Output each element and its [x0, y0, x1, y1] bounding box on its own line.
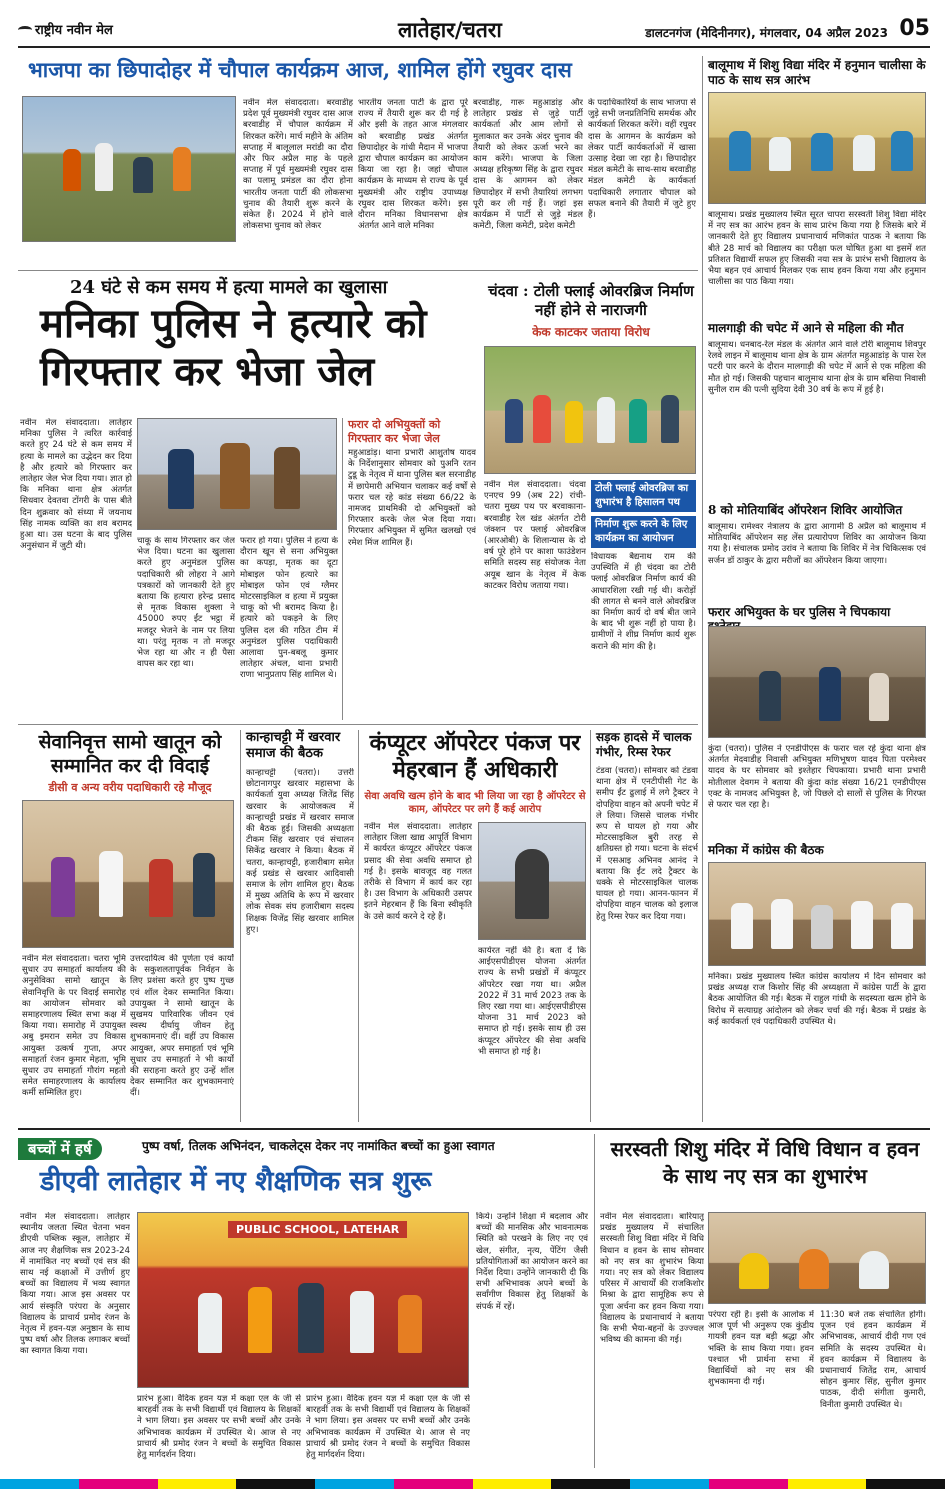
sidebar-s4-text: कुंदा (चतरा)। पुलिस ने एनडीपीएस के फरार चल रहे कुंदा थाना क्षेत्र अंतर्गत मेदवाडीह निवासी अभियुक्त मणिभूषण यादव पिता परमेश्वर यादव के घर सोमवार को इश्तेहार चिपकाया। प्रभारी थाना प्रभारी मोतीलाल देवगम ने बताया की कुंदा कांड संख्या 16/21 एनडीपीएस एक्ट के नामजद अभियुक्त है, जो पिछले दो सालों से पुलिस के गिरफ्त से फरार चल रहा है। — [708, 744, 926, 811]
divider — [240, 730, 241, 1122]
divider — [342, 418, 343, 720]
photo-banner: PUBLIC SCHOOL, LATEHAR — [228, 1221, 407, 1238]
story1-col2: भारतीय जनता पार्टी के द्वारा पूरे राज्य में तैयारी शुरू कर दी गई है और इसी के तहत आज मंगलवार को बरवाडीह प्रखंड अंतर्गत छिपादोहर के गांधी मैदान में भाजपा द्वारा चौपाल कार्यक्रम का आयोजन किया जा रहा है। जहां चौपाल कार्यक्रम के माध्यम से राज्य के पूर्व मुख्यमंत्री और राष्ट्रीय उपाध्यक्ष रघुवर दास शिरकत करेंगे। इस दौरान मनिका विधानसभा क्षेत्र अंतर्गत आने वाले मनिका — [358, 98, 468, 232]
story2-headline: मनिका पुलिस ने हत्यारे को गिरफ्तार कर भेजा जेल — [40, 300, 427, 395]
story3-headline: चंदवा : टोली फ्लाई ओवरब्रिज निर्माण नहीं होने से नाराजगी — [488, 282, 694, 319]
sidebar-s3-text: बालूमाथ। रामेश्वर नेत्रालय के द्वारा आगामी 8 अप्रैल को बालूमाथ में मोतियाबिंद ऑपरेशन सह लेंस प्रत्यारोपण शिविर का आयोजन किया गया है। संचालक प्रमोद उरांव ने बताया कि शिविर में नेत्र चिकित्सक एवं सर्जन डॉ ठाकुर के द्वारा मरीजों का ऑपरेशन किया जाएगा। — [708, 522, 926, 566]
divider — [18, 270, 698, 271]
story4-col2: उत्तरदायित्व की पूर्णता एवं कार्यों के सकुशलतापूर्वक निर्वहन के लिए प्रशंसा करते हुए पुष्प गुच्छ एवं शॉल देकर सम्मानित किया। उपायुक्त ने सामो खातून के सुखमय पारिवारिक जीवन एवं स्वस्थ दीर्घायु जीवन हेतु शुभकामनाएं दीं। वहीं उप विकास आयुक्त, अपर समाहर्ता एवं भूमि सुधार उप समाहर्ता ने भी कार्यों की सराहना करते हुए उन्हें शॉल देकर सम्मानित कर शुभकामनाएं दीं। — [130, 954, 234, 1099]
section-name: लातेहार/चतरा — [398, 17, 502, 42]
brand-name: राष्ट्रीय नवीन मेल — [35, 23, 113, 38]
story6-col1: नवीन मेल संवाददाता। लातेहार लातेहार जिला खाद्य आपूर्ति विभाग में कार्यरत कंप्यूटर ऑपरेटर पंकज प्रसाद की सेवा अवधि समाप्त हो गई है। इसके बावजूद वह गलत तरीके से विभाग में कार्य कर रहा है। उस विभाग के अधिकारी उसपर इतने मेहरबान हैं कि बिना स्वीकृति के उसे कार्य करने दे रहे हैं। — [364, 822, 472, 922]
story3-col1: नवीन मेल संवाददाता। चंदवा एनएच 99 (अब 22) रांची-चतरा मुख्य पथ पर बरवाकाना-बरवाडीह रेल खंड अंतर्गत टोरी जंक्शन पर फ्लाई ओवरब्रिज (आरओबी) के शिलान्यास के दो वर्ष पूरे होने पर काशा फाउंडेशन समिति सदस्य सह संयोजक नेता अयूब खान के नेतृत्व में केक काटकर विरोध जताया गया। — [484, 480, 586, 591]
story3-photo — [484, 346, 696, 474]
bottom-pill: बच्चों में हर्ष — [18, 1138, 102, 1160]
story2-col1: नवीन मेल संवाददाता। लातेहार मनिका पुलिस ने त्वरित कार्रवाई करते हुए 24 घंटे से कम समय में हत्या के मामले का उद्भेदन कर दिया है और हत्यारे को गिरफ्तार कर लातेहार जेल भेज दिया गया। ज्ञात हो कि मनिका थाना क्षेत्र अंतर्गत सिधवार देवतवा टोंगरी के पास बीते दिन शुक्रवार को संध्या में जयनाथ सिंह नामक व्यक्ति का शव बरामद हुआ था। उस घटना के बाद पुलिस अनुसंधान में जुटी थी। — [20, 418, 132, 552]
story2-sub-text: महुआडांड़। थाना प्रभारी आशुतोष यादव के निर्देशानुसार सोमवार को पुअनि रतन टुडू के नेतृत्व में थाना पुलिस बल सरनाडीह में छापेमारी अभियान चलाकर कई वर्षों से फरार चल रहे कांड संख्या 66/22 के नामजद प्राथमिकी दो अभियुक्तों को गिरफ्तार करके जेल भेज दिया गया। गिरफ्तार अभियुक्त में सुमित खलखो एवं रमेश मिंज शामिल हैं। — [348, 448, 476, 548]
bottom-right-col3: 11:30 बजे तक संचालित होगी। पूजन एवं हवन कार्यक्रम में अभिभावक, आचार्य दीदी गण एवं समिति के सदस्य उपस्थित थे। हवन कार्यक्रम में विद्यालय के प्रधानाचार्य जितेंद्र राम, आचार्य सोहन कुमार सिंह, सुनील कुमार पाठक, दीदी संगीता कुमारी, विनीता कुमारी उपस्थित थे। — [820, 1310, 926, 1410]
story7-headline: सड़क हादसे में चालक गंभीर, रिम्स रेफर — [596, 730, 692, 759]
story1-col3: बरवाडीह, गारू महुआडांड़ और लातेहार प्रखंड से जुड़े पार्टी कार्यकर्ता और आम लोगों से मुलाकात कर उनके अंदर चुनाव की तैयारी को लेकर ऊर्जा भरने का काम करेंगे। भाजपा के जिला अध्यक्ष हरिकृष्ण सिंह के द्वारा रघुवर दास के आगमन को लेकर छिपादोहर में सभी तैयारियां लगभग पूरी कर ली गई हैं। जहां इस कार्यक्रम में पार्टी से जुड़े मंडल कमेटी, जिला कमेटी, प्रदेश कमेटी — [473, 98, 583, 232]
story4-sub: डीसी व अन्य वरीय पदाधिकारी रहे मौजूद — [48, 781, 212, 794]
page-number: 05 — [899, 16, 930, 41]
story2-col3: फरार हो गया। पुलिस ने हत्या के दौरान खून से सना अभियुक्त का कपड़ा, मृतक का दूटा मोबाइल फोन हत्यारे का मोबाइल फोन एवं ग्लैमर मोटरसाइकिल व हत्या में प्रयुक्त चाकू को भी बरामद किया है। हत्यारे को पकड़ने के लिए पुलिस दल की गठित टीम में अनुमंडल पुलिस पदाधिकारी आलावा पुन-बबलू कुमार लातेहार अंचल, थाना प्रभारी राणा भानुप्रताप सिंह शामिल थे। — [240, 536, 338, 681]
bottom-photo — [137, 1212, 469, 1388]
sidebar-s1-headline: बालूमाथ में शिशु विद्या मंदिर में हनुमान चालीसा के पाठ के साथ सत्र आरंभ — [708, 58, 926, 87]
sidebar-s4-headline: फरार अभियुक्त के घर पुलिस ने चिपकाया — [708, 605, 891, 619]
divider — [594, 1134, 595, 1468]
sidebar-s1-text: बालूमाथ। प्रखंड मुख्यालय स्थित सूरत चापरा सरस्वती शिशु विद्या मंदिर में नए सत्र का आरंभ हवन के साथ प्रारंभ किया गया है जिसके बारे में जानकारी देते हुए विद्यालय प्रधानाचार्य मणिकांत पाठक ने बताया कि बीते 28 मार्च को विद्यालय का परीक्षा फल घोषित हुआ था इसमें शत प्रतिशत विद्यार्थी सफल हुए जिसकी नया सत्र के प्रारंभ सभी विद्यालय के भैया बहन एवं आचार्य मिलकर एक साथ हवन किया गया और हनुमान चालीसा का पाठ किया गया। — [708, 210, 926, 288]
story6-photo — [478, 822, 586, 940]
story1-col4: के पदाधिकारियों के साथ भाजपा से जुड़े सभी जनप्रतिनिधि समर्थक और कार्यकर्ता शिरकत करेंगे। वहीं रघुवर दास के आगमन के कार्यक्रम को लेकर पार्टी कार्यकर्ताओं में खासा उत्साह देखा जा रहा है। छिपादोहर मंडल कमेटी के साथ-साथ बरवाडीह मंडल कमेटी के कार्यकर्ता पदाधिकारी लगातार चौपाल को सफल बनाने की तैयारी में जुटे हुए हैं। — [588, 98, 696, 221]
sidebar-s3-headline: 8 को मोतियाबिंद ऑपरेशन शिविर आयोजित — [708, 503, 903, 517]
story4-col1: नवीन मेल संवाददाता। चतरा भूमि सुधार उप समाहर्ता कार्यालय की अनुसेविका सामो खातून के सेवानिवृत्ति के पर विदाई समारोह का आयोजन सोमवार को समाहरणालय स्थित सभा कक्ष में किया गया। समारोह में उपायुक्त अबु इमरान समेत उप विकास आयुक्त उत्कर्ष गुप्ता, अपर समाहर्ता रंजन कुमार मेहता, भूमि सुधार उप समाहर्ता गौरांग महतो समेत समाहरणालय के कार्यालय कर्मी सम्मिलित हुए। — [22, 954, 126, 1099]
story2-kicker: 24 घंटे से कम समय में हत्या मामले का खुलासा — [70, 277, 388, 298]
story4-headline: सेवानिवृत्त सामो खातून को सम्मानित कर दी विदाई — [38, 731, 222, 777]
bottom-col1: नवीन मेल संवाददाता। लातेहार स्थानीय जलता स्थित चेतना भवन डीएवी पब्लिक स्कूल, लातेहार में आज नए शैक्षणिक सत्र 2023-24 में नामांकित नए बच्चों एवं सत्र की साथ नई कक्षाओं में उत्तीर्ण हुए बच्चों का विद्यालय में भव्य स्वागत किया गया। आज इस अवसर पर आर्य संस्कृति परंपरा के अनुसार विद्यालय के प्राचार्य प्रमोद रंजन के नेतृत्व में हवन-यज्ञ अनुष्ठान के साथ पुष्प वर्षा और तिलक लगाकर बच्चों का स्वागत किया गया। — [20, 1212, 130, 1357]
divider — [18, 1128, 930, 1130]
sidebar-s4-photo — [708, 626, 926, 738]
bottom-col2: प्रारंभ हुआ। वैदिक हवन यज्ञ में कक्षा एल के जी से बारहवीं तक के सभी विद्यार्थी एवं विद्यालय के शिक्षकों ने भाग लिया। इस अवसर पर सभी बच्चों और उनके अभिभावक कार्यक्रम में उपस्थित थे। आज से नए प्राचार्य श्री प्रमोद रंजन ने बच्चों के समुचित विकास हेतु मार्गदर्शन दिया। — [137, 1394, 301, 1461]
sidebar-s1-photo — [708, 92, 926, 204]
sidebar-s2-text: बालूमाथ। धनबाद-रेल मंडल के अंतर्गत आने वाले टोरी बालूमाथ शिवपुर रेलवे लाइन में बालूमाथ थाना क्षेत्र के ग्राम अंतर्गत महुआडांड़ के पास रेल पटरी पार करने के दौरान मालगाड़ी की चपेट में आने से एक महिला की मौत हो गई। जिसकी पहचान बालूमाथ थाना क्षेत्र के ग्राम बसिया निवासी सुनील राम की पत्नी सुदिया देवी 30 वर्ष के रूप में हुई है। — [708, 340, 926, 395]
story3-box2: निर्माण शुरू करने के लिए कार्यक्रम का आयोजन — [591, 516, 696, 548]
bottom-headline: डीएवी लातेहार में नए शैक्षणिक सत्र शुरू — [40, 1166, 432, 1197]
story1-col1: नवीन मेल संवाददाता। बरवाडीह प्रदेश पूर्व मुख्यमंत्री रघुवर दास आज बरवाडीह में चौपाल कार्यक्रम में शिरकत करेंगे। मार्च महीने के अंतिम सप्ताह में बालूलाल मरांडी का दौरा और फिर अप्रैल माह के पहले सप्ताह में पूर्व मुख्यमंत्री रघुवर दास का पलामू प्रमंडल का दौरा होना भारतीय जनता पार्टी की लोकसभा चुनाव की तैयारी शुरू करने के संकेत हैं। 2024 में होने वाले लोकसभा चुनाव को लेकर — [243, 98, 353, 232]
bird-icon — [18, 26, 32, 34]
story6-col2: कार्यरत नहीं की है। बता दें कि आईएसपीडीएस योजना अंतर्गत राज्य के सभी प्रखंडों में कंप्यूटर ऑपरेटर रखा गया था। अप्रैल 2022 में 31 मार्च 2023 तक के लिए रखा गया था। आईएसपीडीएस योजना 31 मार्च 2023 को समाप्त हो गई। इसके साथ ही उस कंप्यूटर ऑपरेटर की सेवा अवधि भी समाप्त हो गई है। — [478, 946, 586, 1057]
bottom-right-col1: नवीन मेल संवाददाता। बारियातू प्रखंड मुख्यालय में संचालित सरस्वती शिशु विद्या मंदिर में विधि विधान व हवन के साथ सोमवार को नए सत्र का शुभारंभ किया गया। नए सत्र को लेकर विद्यालय परिसर में आचार्यों की राजकिशोर मिश्रा के द्वारा सामूहिक रूप से पूजा अर्चना कर हवन किया गया। विद्यालय के प्रधानाचार्य ने बताया कि सभी भैया-बहनों के उज्ज्वल भविष्य की कामना की गई। — [600, 1212, 704, 1346]
story6-headline: कंप्यूटर ऑपरेटर पंकज पर मेहरबान हैं अधिकारी — [369, 730, 581, 783]
story5-text: कान्हाचट्टी (चतरा)। उत्तरी छोटानागपुर खरवार महासभा के कार्यकर्ता युवा अध्यक्ष जितेंद्र सिंह खरवार के आयोजकत्व में कान्हाचट्टी प्रखंड में खरवार समाज की बैठक हुई। जिसकी अध्यक्षता टीकम सिंह खरवार एवं संचालन सिकेंद्र खरवार ने किया। बैठक में चतरा, कान्हाचट्टी, हजारीबाग समेत कई प्रखंड से खरवार आदिवासी समाज के लोग शामिल हुए। बैठक में मुख्य अतिथि के रूप में खरवार लोक सेवक संघ हजारीबाग सदस्य शिक्षक विजेंद्र सिंह खरवार शामिल हुए। — [246, 768, 354, 935]
sidebar-s5-photo — [708, 862, 926, 966]
story6-sub: सेवा अवधि खत्म होने के बाद भी लिया जा रहा है ऑपरेटर से काम, ऑपरेटर पर लगे हैं कई आरोप — [364, 791, 586, 815]
divider — [702, 56, 703, 1122]
story5-headline: कान्हाचट्टी में खरवार समाज की बैठक — [246, 730, 341, 761]
story1-photo — [22, 96, 236, 242]
story4-photo — [22, 800, 234, 948]
masthead — [18, 14, 930, 48]
story3-col2: विधायक बैद्यनाथ राम की उपस्थिति में ही चंदवा का टोरी फ्लाई ओवरब्रिज निर्माण कार्य की आधारशिला रखी गई थी। करोड़ों की लागत से बनने वाले ओवरब्रिज का निर्माण कार्य दो वर्ष बीत जाने के बाद भी शुरू नहीं हो पाया है। ग्रामीणों ने शीघ्र निर्माण कार्य शुरू कराने की मांग की है। — [591, 552, 696, 652]
bottom-strip — [18, 1138, 598, 1160]
dateline: डालटनगंज (मेदिनीनगर), मंगलवार, 04 अप्रैल 2023 — [645, 26, 888, 40]
sidebar-s2-headline: मालगाड़ी की चपेट में आने से महिला की मौत — [708, 321, 904, 335]
brand-logo — [18, 20, 113, 38]
bottom-right-col2: परंपरा रही है। इसी के आलोक में आज पूर्ण भी अनुरूप एक कुंडीय गायत्री हवन यज्ञ बड़ी श्रद्धा और भक्ति के साथ किया गया। हवन पश्चात भी प्रार्थना सभा में विद्यार्थियों को नए सत्र की शुभकामना दी गई। — [708, 1310, 814, 1388]
divider — [590, 730, 591, 1122]
bottom-col2b: प्रारंभ हुआ। वैदिक हवन यज्ञ में कक्षा एल के जी से बारहवीं तक के सभी विद्यार्थी एवं विद्यालय के शिक्षकों ने भाग लिया। इस अवसर पर सभी बच्चों और उनके अभिभावक कार्यक्रम में उपस्थित थे। आज से नए प्राचार्य श्री प्रमोद रंजन ने बच्चों के समुचित विकास हेतु मार्गदर्शन दिया। — [306, 1394, 470, 1461]
divider — [358, 730, 359, 1122]
divider — [18, 724, 698, 725]
bottom-strip-text: पुष्प वर्षा, तिलक अभिनंदन, चाकलेट्स देकर नए नामांकित बच्चों का हुआ स्वागत — [142, 1139, 495, 1153]
story2-sub-headline: फरार दो अभियुक्तों को गिरफ्तार कर भेजा जेल — [348, 418, 441, 445]
sidebar-s5-headline: मनिका में कांग्रेस की बैठक — [708, 843, 824, 857]
bottom-right-photo — [708, 1212, 926, 1304]
story1-headline: भाजपा का छिपादोहर में चौपाल कार्यक्रम आज, शामिल होंगे रघुवर दास — [28, 57, 572, 82]
printer-color-bar — [0, 1479, 945, 1489]
bottom-col3: किये। उन्होंने शिक्षा में बदलाव और बच्चों की मानसिक और भावनात्मक स्थिति को परखने के लिए नए एवं खेल, संगीत, नृत्य, पेंटिंग जैसी प्रतियोगिताओं का आयोजन करने का निर्देश दिया। उन्होंने जानकारी दी कि सभी अभिभावक अपने बच्चों के सर्वांगीण विकास हेतु शिक्षकों के संपर्क में रहें। — [476, 1212, 588, 1312]
story3-box1: टोली फ्लाई ओवरब्रिज का शुभारंभ है हिसालन पथ — [591, 480, 696, 512]
story7-text: टंडवा (चतरा)। सोमवार को टंडवा थाना क्षेत्र में एनटीपीसी गेट के समीप ईंट ढुलाई में लगे ट्रैक्टर ने दोपहिया वाहन को अपनी चपेट में ले लिया। जिससे चालक गंभीर रूप से घायल हो गया और मोटरसाइकिल बुरी तरह से क्षतिग्रस्त हो गया। घटना के संदर्भ में एसआइ अभिनव आनंद ने बताया कि ईंट लदे ट्रैक्टर के धक्के से मोटरसाइकिल चालक घायल हो गया। आनन-फानन में दोपहिया वाहन चालक को इलाज हेतु रिम्स रेफर कर दिया गया। — [596, 766, 698, 922]
story3-sub: केक काटकर जताया विरोध — [532, 325, 650, 339]
story2-col2: चाकू के साथ गिरफ्तार कर जेल भेज दिया। घटना का खुलासा करते हुए अनुमंडल पुलिस पदाधिकारी श्री लोहरा ने आगे पत्रकारों को जानकारी देते हुए बताया कि हत्यारा हरेन्द्र प्रसाद से मृतक विकास शुक्ला ने 45000 रुपए ईंट भट्ठा में मजदूर भेजने के नाम पर लिया था। परंतु मृतक न तो मजदूर भेज रहा था और न ही पैसा वापस कर रहा था। — [137, 536, 235, 670]
story2-photo — [137, 418, 337, 530]
sidebar-s5-text: मनिका। प्रखंड मुख्यालय स्थित कांग्रेस कार्यालय में दिन सोमवार को प्रखंड अध्यक्ष राज किशोर सिंह की अध्यक्षता में कांग्रेस पार्टी के द्वारा बैठक आयोजित की गई। बैठक में राहुल गांधी के सदस्यता खत्म होने के विरोध में सत्याग्रह आंदोलन को लेकर चर्चा की गई। बैठक में प्रखंड के कई कार्यकर्ता एवं पदाधिकारी उपस्थित थे। — [708, 972, 926, 1027]
bottom-right-headline: सरस्वती शिशु मंदिर में विधि विधान व हवन के साथ नए सत्र का शुभारंभ — [610, 1137, 920, 1188]
